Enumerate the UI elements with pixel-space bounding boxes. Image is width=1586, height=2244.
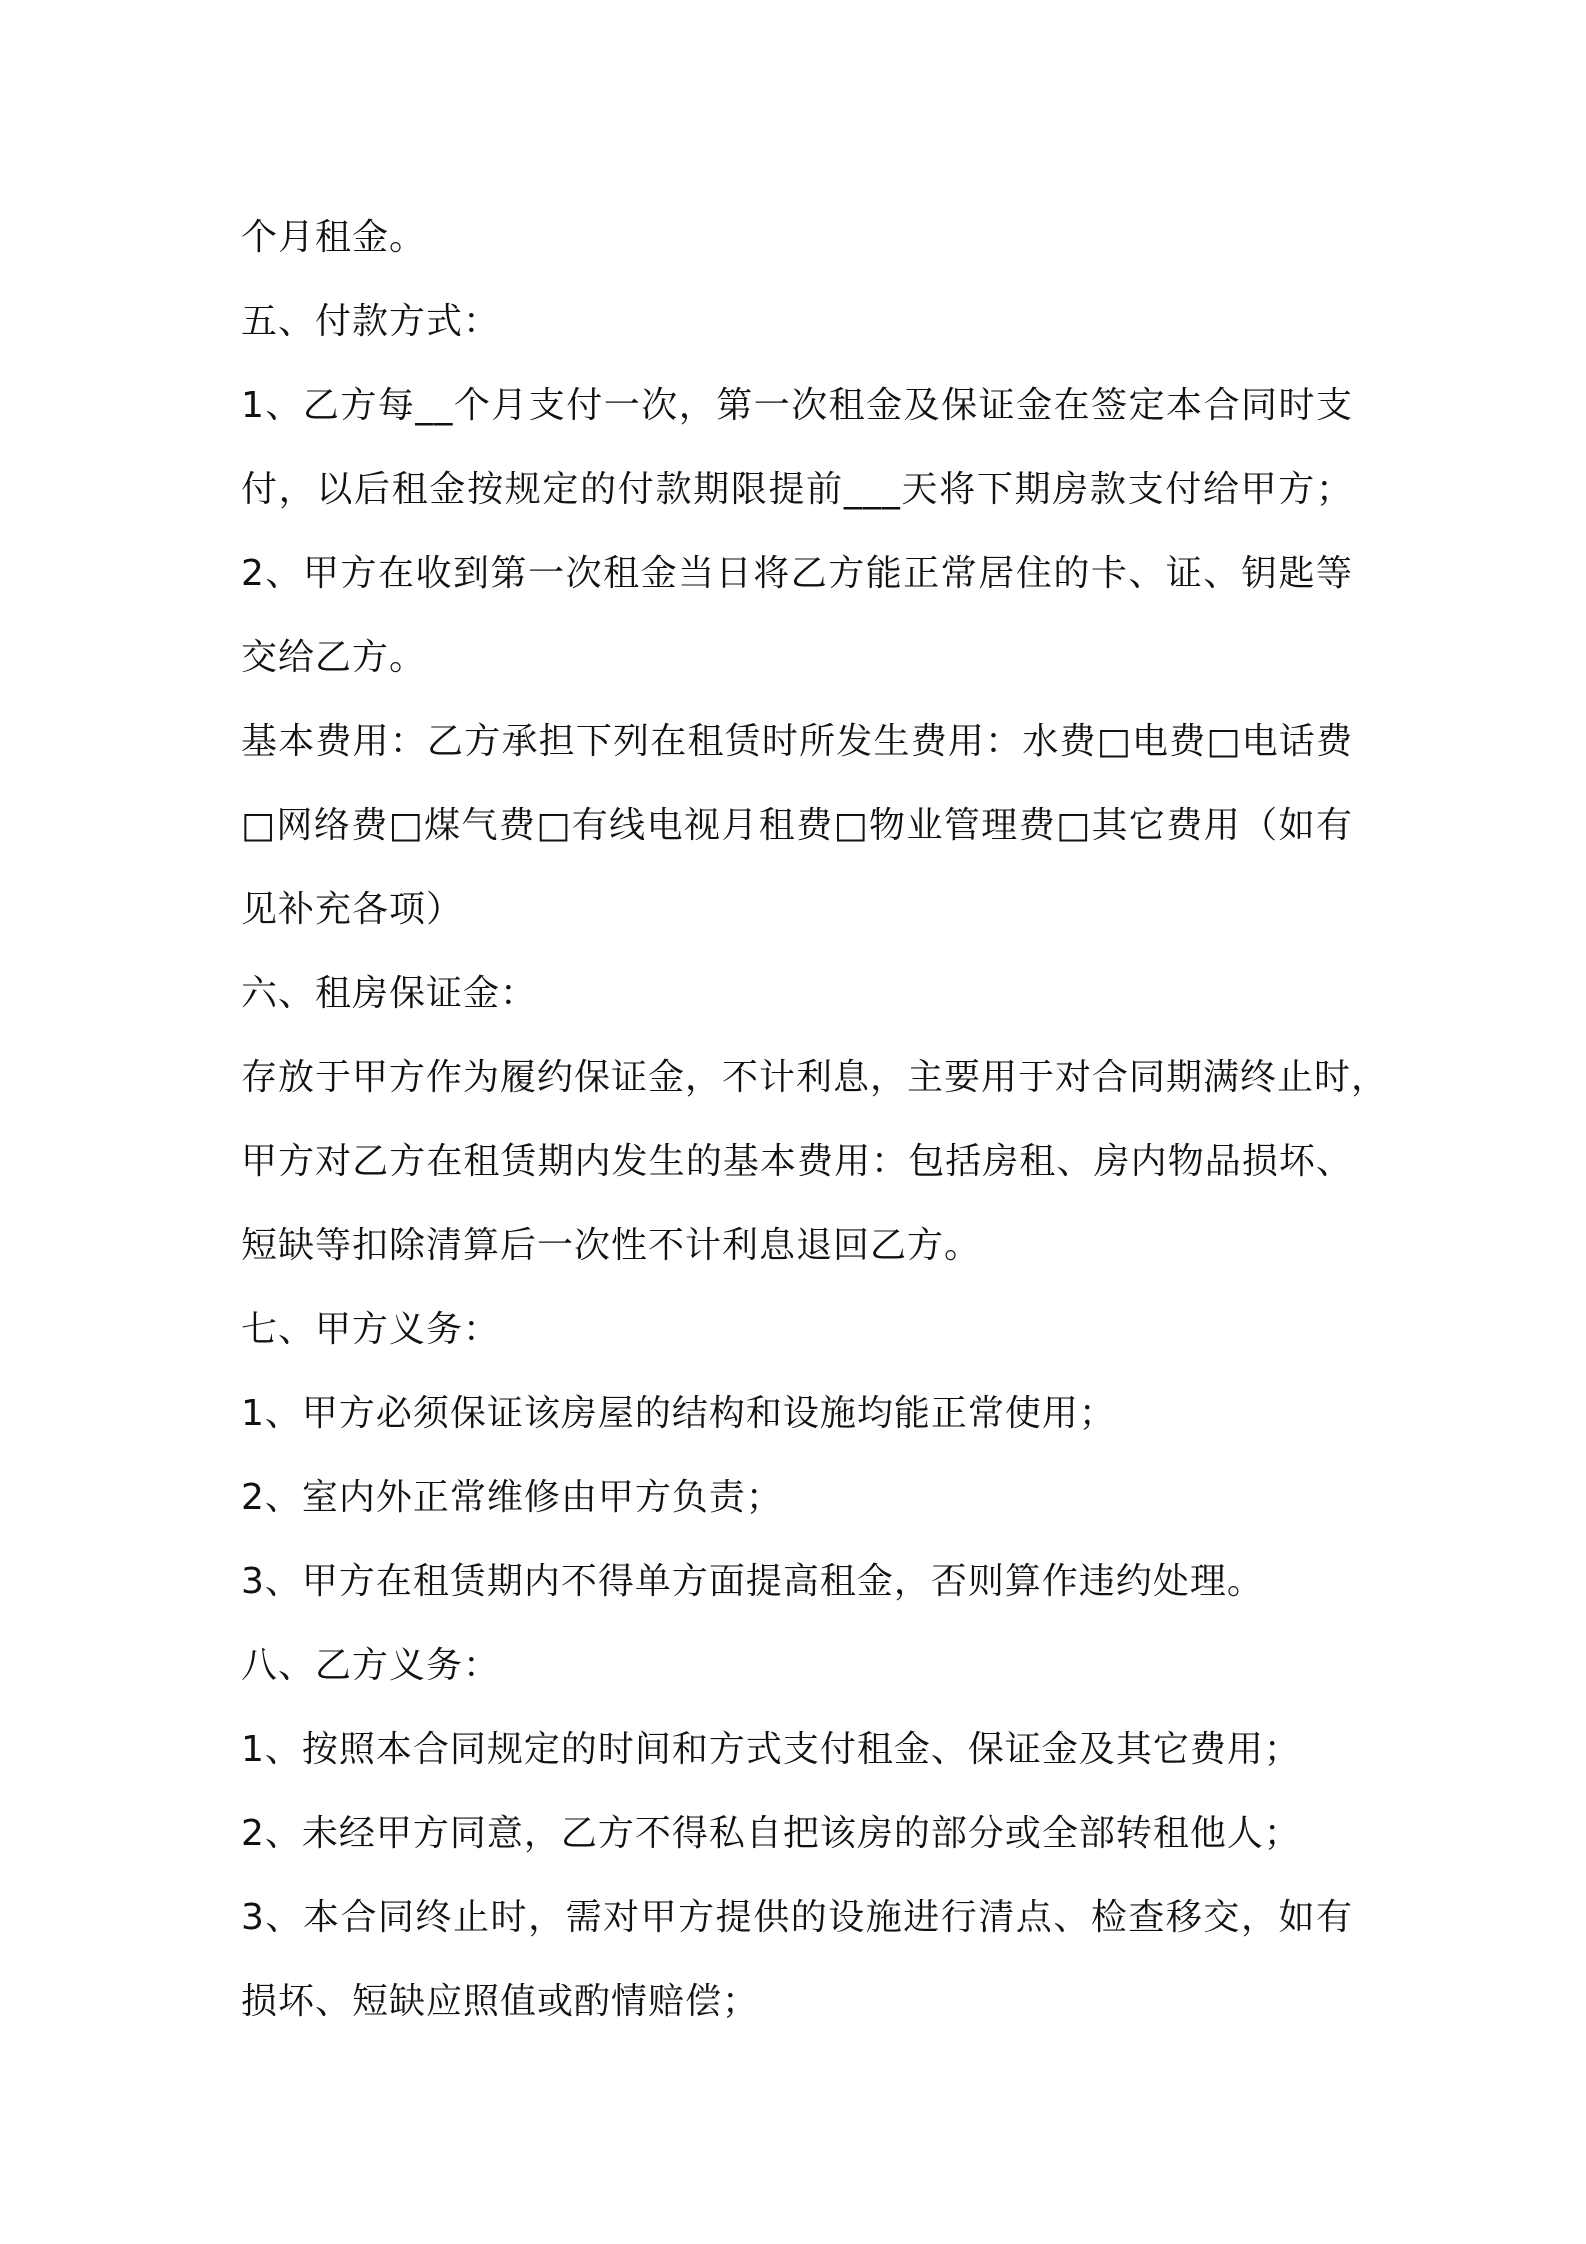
- section-heading-deposit: 六、租房保证金：: [241, 973, 538, 1014]
- text-line: 甲方对乙方在租赁期内发生的基本费用：包括房租、房内物品损坏、: [241, 1141, 1353, 1182]
- text-line: 付，以后租金按规定的付款期限提前___天将下期房款支付给甲方；: [241, 469, 1353, 510]
- text-line: 1、乙方每__个月支付一次，第一次租金及保证金在签定本合同时支: [241, 385, 1353, 426]
- text-line: 基本费用：乙方承担下列在租赁时所发生费用：水费□电费□电话费: [241, 721, 1353, 762]
- text-line: 存放于甲方作为履约保证金，不计利息，主要用于对合同期满终止时，: [241, 1057, 1389, 1098]
- section-heading-payment: 五、付款方式：: [241, 301, 501, 342]
- document-body: [241, 196, 1389, 2044]
- text-line: 2、室内外正常维修由甲方负责；: [241, 1477, 783, 1518]
- text-line: 个月租金。: [241, 217, 427, 258]
- text-line: 2、甲方在收到第一次租金当日将乙方能正常居住的卡、证、钥匙等: [241, 553, 1353, 594]
- text-line: 短缺等扣除清算后一次性不计利息退回乙方。: [241, 1225, 982, 1266]
- section-heading-party-b-obligations: 八、乙方义务：: [241, 1645, 501, 1686]
- text-line: 见补充各项）: [241, 889, 464, 930]
- text-line: 1、甲方必须保证该房屋的结构和设施均能正常使用；: [241, 1393, 1116, 1434]
- text-line: 3、甲方在租赁期内不得单方面提高租金，否则算作违约处理。: [241, 1561, 1264, 1602]
- text-line: 损坏、短缺应照值或酌情赔偿；: [241, 1981, 760, 2022]
- text-line: 交给乙方。: [241, 637, 427, 678]
- text-line: □网络费□煤气费□有线电视月租费□物业管理费□其它费用（如有: [241, 805, 1353, 846]
- text-line: 3、本合同终止时，需对甲方提供的设施进行清点、检查移交，如有: [241, 1897, 1353, 1938]
- text-line: 2、未经甲方同意，乙方不得私自把该房的部分或全部转租他人；: [241, 1813, 1301, 1854]
- text-line: 1、按照本合同规定的时间和方式支付租金、保证金及其它费用；: [241, 1729, 1301, 1770]
- section-heading-party-a-obligations: 七、甲方义务：: [241, 1309, 501, 1350]
